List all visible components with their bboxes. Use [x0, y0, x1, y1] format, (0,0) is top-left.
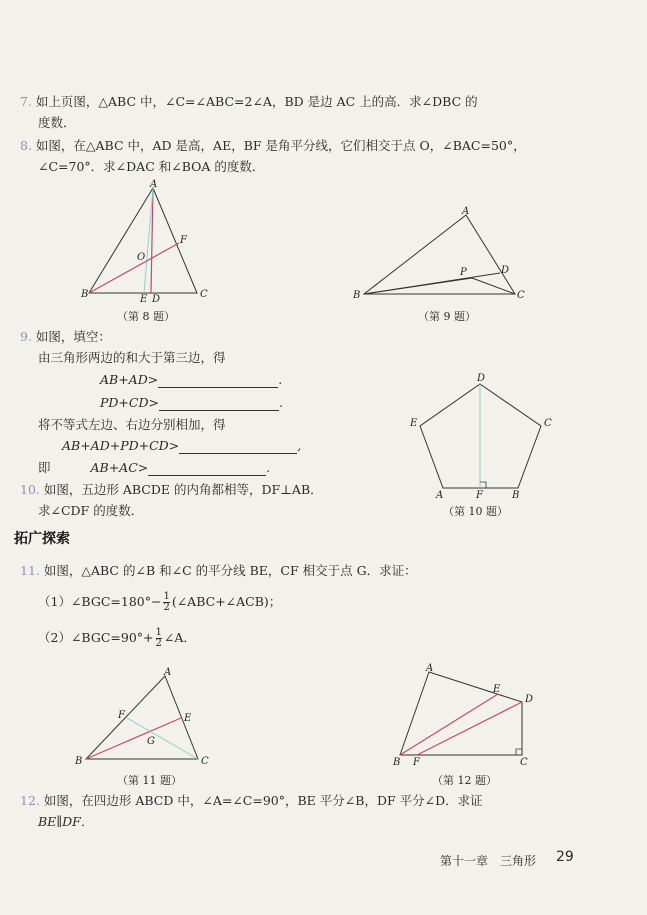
problem-7-line1: [20, 94, 478, 110]
bisector-be: [86, 718, 181, 759]
problem-9-line3: 将不等式左边、右边分别相加，得: [38, 417, 226, 432]
figure-9: [355, 205, 535, 305]
figure-10: [410, 372, 560, 502]
bisector-bf: [89, 243, 179, 293]
section-title: 拓广探索: [14, 531, 70, 547]
problem-8-text: 如图，在△ABC 中，AD 是高，AE，BF 是角平分线，它们相交于点 O，∠BAC=50°，: [35, 138, 526, 153]
fig8-label-a: A: [150, 179, 158, 190]
fig9-label-d: D: [501, 265, 510, 276]
fig11-label-a: A: [164, 667, 172, 678]
problem-9-number: 9.: [20, 329, 32, 344]
problem-9-line2: 由三角形两边的和大于第三边，得: [38, 350, 226, 365]
problem-11-part1: [38, 592, 281, 613]
problem-9-ineq1: AB+AD> .: [100, 372, 283, 387]
part1-pre: （1）∠BGC=180°−: [38, 594, 162, 609]
problem-8-line2: ∠C=70°．求∠DAC 和∠BOA 的度数．: [38, 159, 265, 174]
bisector-df: [417, 702, 522, 755]
problem-8-number: 8.: [20, 138, 32, 153]
problem-10-text: 如图，五边形 ABCDE 的内角都相等，DF⊥AB．: [43, 482, 323, 497]
caption-fig10: （第 10 题）: [443, 505, 508, 518]
problem-9-text: 如图，填空：: [35, 329, 111, 344]
fig10-label-a: A: [436, 490, 444, 501]
part2-pre: （2）∠BGC=90°+: [38, 630, 154, 645]
problem-10-line1: [20, 482, 323, 498]
fig12-label-e: E: [493, 684, 501, 695]
fig12-label-c: C: [520, 757, 528, 768]
fig9-label-p: P: [460, 267, 467, 278]
problem-12-line1: [20, 793, 483, 809]
fig8-label-o: O: [137, 252, 146, 263]
fig10-label-c: C: [544, 418, 552, 429]
answer-blank-1[interactable]: [158, 373, 278, 388]
answer-blank-4[interactable]: [148, 461, 266, 476]
problem-12-number: 12.: [20, 793, 40, 808]
fig9-label-c: C: [517, 290, 525, 301]
ji-label: 即: [38, 460, 51, 475]
fig11-label-c: C: [201, 756, 209, 767]
part2-post: ∠A．: [163, 630, 196, 645]
fig10-label-e: E: [410, 418, 418, 429]
fig8-label-f: F: [180, 235, 187, 246]
figure-8: [80, 180, 220, 305]
figure-12: [393, 662, 543, 772]
problem-12-line2: BE∥DF．: [38, 814, 94, 829]
fig8-label-e: E: [140, 294, 148, 305]
fig11-label-e: E: [184, 713, 192, 724]
fraction-half-1: $\frac{1}{2}$: [163, 591, 170, 613]
problem-12-text: 如图，在四边形 ABCD 中，∠A=∠C=90°，BE 平分∠B，DF 平分∠D．求证: [43, 793, 483, 808]
answer-blank-3[interactable]: [179, 439, 297, 454]
problem-11-text: 如图，△ABC 的∠B 和∠C 的平分线 BE，CF 相交于点 G．求证：: [43, 563, 417, 578]
fig8-label-c: C: [200, 289, 208, 300]
ineq2-lhs: PD+CD>: [100, 395, 159, 410]
fig10-label-f: F: [476, 490, 483, 501]
fig8-label-d: D: [152, 294, 161, 305]
fig11-label-g: G: [147, 736, 155, 747]
fig8-label-b: B: [81, 289, 89, 300]
answer-blank-2[interactable]: [159, 396, 279, 411]
caption-fig11: （第 11 题）: [117, 774, 182, 787]
chapter-footer: 第十一章 三角形: [440, 854, 537, 868]
ineq1-lhs: AB+AD>: [100, 372, 159, 387]
fig9-label-b: B: [353, 290, 361, 301]
problem-7-number: 7.: [20, 94, 32, 109]
fig12-label-f: F: [413, 757, 420, 768]
problem-7-text: 如上页图，△ABC 中，∠C=∠ABC=2∠A，BD 是边 AC 上的高．求∠DBC 的: [35, 94, 478, 109]
problem-11-part2: [38, 628, 196, 649]
caption-fig12: （第 12 题）: [432, 774, 497, 787]
part1-post: (∠ABC+∠ACB)；: [171, 594, 282, 609]
problem-10-line2: 求∠CDF 的度数．: [38, 503, 144, 518]
caption-fig9: （第 9 题）: [418, 310, 476, 323]
fig11-label-b: B: [75, 756, 83, 767]
problem-9-ineq4: 即 AB+AC> .: [38, 460, 271, 475]
bisector-cf: [127, 718, 198, 759]
ineq3-lhs: AB+AD+PD+CD>: [62, 438, 180, 453]
fig10-label-b: B: [512, 490, 520, 501]
caption-fig8: （第 8 题）: [117, 310, 175, 323]
fig12-label-a: A: [426, 663, 434, 674]
problem-10-number: 10.: [20, 482, 40, 497]
problem-9-line1: [20, 329, 111, 345]
problem-11-number: 11.: [20, 563, 40, 578]
figure-11: [72, 668, 222, 768]
bisector-be: [400, 694, 498, 755]
fig11-label-f: F: [118, 710, 125, 721]
problem-8-line1: [20, 138, 526, 154]
fig12-label-d: D: [525, 694, 534, 705]
fig12-label-b: B: [393, 757, 401, 768]
fig10-label-d: D: [477, 373, 486, 384]
page-number: 29: [556, 849, 574, 865]
fraction-half-2: $\frac{1}{2}$: [155, 627, 162, 649]
problem-11-line1: [20, 563, 417, 579]
problem-7-line2: 度数．: [38, 115, 76, 130]
problem-9-ineq2: PD+CD> .: [100, 395, 283, 410]
fig9-label-a: A: [462, 206, 470, 217]
problem-9-ineq3: AB+AD+PD+CD> ,: [62, 438, 302, 453]
ineq4-lhs: AB+AC>: [90, 460, 149, 475]
